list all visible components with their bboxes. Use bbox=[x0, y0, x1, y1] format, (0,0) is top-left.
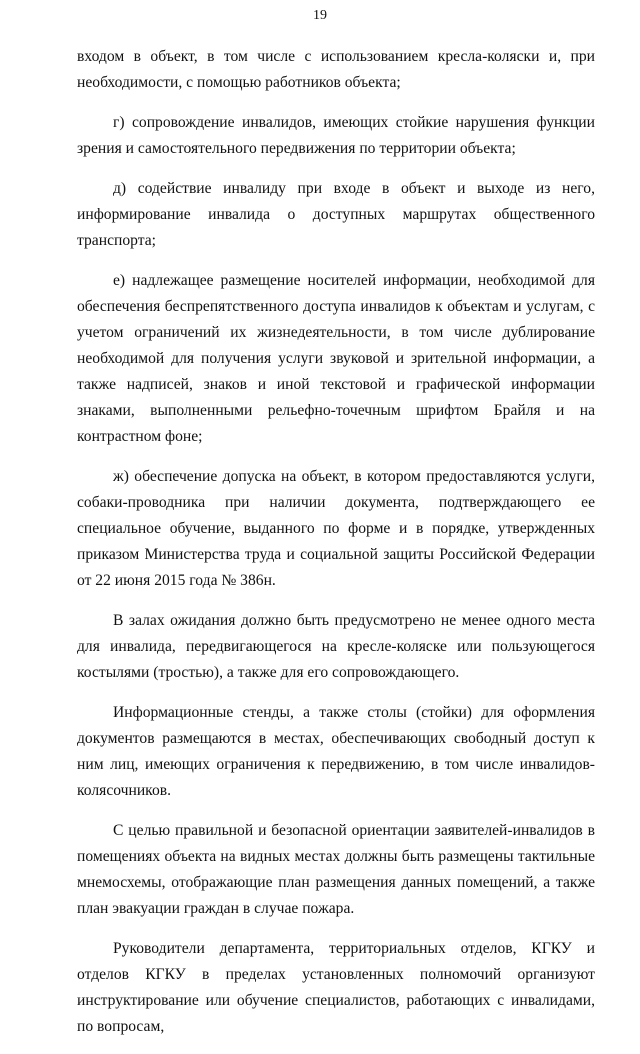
paragraph-continuation: входом в объект, в том числе с использованием кресла-коляски и, при необходимости, с помощью работников объекта; bbox=[77, 48, 595, 91]
paragraph-item-g: г) сопровождение инвалидов, имеющих стойкие нарушения функции зрения и самостоятельного передвижения по территории объекта; bbox=[77, 114, 595, 157]
paragraph-item-e: е) надлежащее размещение носителей информации, необходимой для обеспечения беспрепятственного доступа инвалидов к объектам и услугам, с учетом ограничений их жизнедеятельности, в том числе дублирование необходимой для получения услуги звуковой и зрительной информации, а также надписей, знаков и иной текстовой и графической информации знаками, выполненными рельефно-точечным шрифтом Брайля и на контрастном фоне; bbox=[77, 272, 595, 445]
paragraph-managers: Руководители департамента, территориальных отделов, КГКУ и отделов КГКУ в пределах установленных полномочий организуют инструктирование или обучение специалистов, работающих с инвалидами, по вопросам, bbox=[77, 940, 595, 1035]
paragraph-waiting-rooms: В залах ожидания должно быть предусмотрено не менее одного места для инвалида, передвигающегося на кресле-коляске или пользующегося костылями (тростью), а также для его сопровождающего. bbox=[77, 612, 595, 681]
paragraph-item-zh: ж) обеспечение допуска на объект, в котором предоставляются услуги, собаки-проводника при наличии документа, подтверждающего ее специальное обучение, выданного по форме и в порядке, утвержденных приказом Министерства труда и социальной защиты Российской Федерации от 22 июня 2015 года № 386н. bbox=[77, 468, 595, 589]
page-number: 19 bbox=[313, 8, 327, 23]
paragraph-info-stands: Информационные стенды, а также столы (стойки) для оформления документов размещаются в местах, обеспечивающих свободный доступ к ним лиц, имеющих ограничения к передвижению, в том числе инвалидов-колясочников. bbox=[77, 704, 595, 799]
paragraph-orientation: С целью правильной и безопасной ориентации заявителей-инвалидов в помещениях объекта на видных местах должны быть размещены тактильные мнемосхемы, отображающие план размещения данных помещений, а также план эвакуации граждан в случае пожара. bbox=[77, 822, 595, 917]
paragraph-item-d: д) содействие инвалиду при входе в объект и выходе из него, информирование инвалида о доступных маршрутах общественного транспорта; bbox=[77, 180, 595, 249]
body-text bbox=[77, 44, 595, 1054]
